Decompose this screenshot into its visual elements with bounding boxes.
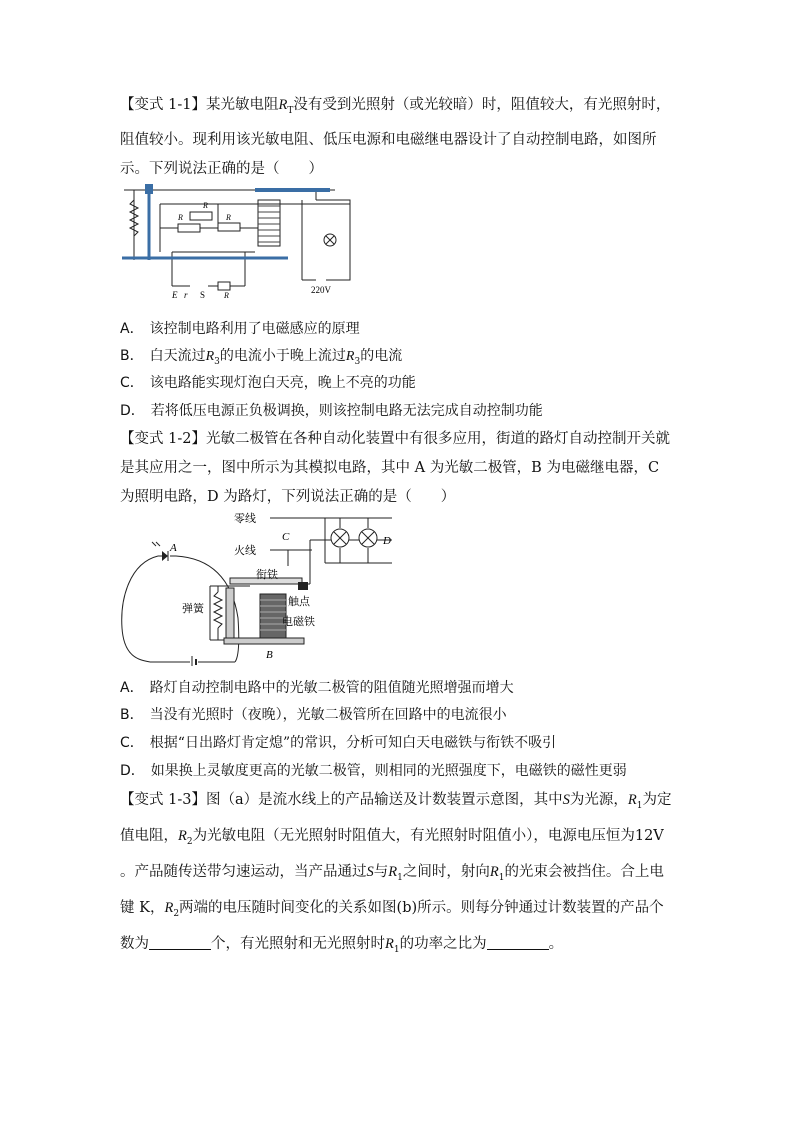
label-fire-line: 火线 — [234, 544, 256, 557]
label-r2: R — [226, 213, 231, 222]
label-electromagnet: 电磁铁 — [282, 615, 315, 628]
label-b: B — [266, 649, 273, 661]
street-light-circuit-figure — [120, 508, 400, 668]
relay-circuit-figure — [120, 180, 360, 302]
q2-option-d[interactable]: D． 如果换上灵敏度更高的光敏二极管，则相同的光照强度下，电磁铁的磁性更弱 — [120, 763, 627, 779]
label-rt: R — [178, 213, 183, 222]
label-220v: 220V — [311, 285, 331, 295]
question-tag: 【变式 1-3】 — [120, 792, 206, 808]
question-1-2-text: 【变式 1-2】光敏二极管在各种自动化装置中有很多应用，街道的路灯自动控制开关就是其应用之一，图中所示为其模拟电路，其中 A 为光敏二极管，B 为电磁继电器，C 为照明电路，D 为路灯，下列说法正确的是（ ） — [120, 431, 670, 505]
q1-option-c[interactable]: C． 该电路能实现灯泡白天亮，晚上不亮的功能 — [120, 375, 416, 391]
label-contact: 触点 — [288, 595, 310, 608]
label-d: D — [383, 535, 391, 547]
label-a: A — [170, 542, 177, 554]
label-armature: 衔铁 — [256, 568, 278, 581]
label-spring: 弹簧 — [182, 602, 204, 615]
q2-option-b[interactable]: B． 当没有光照时（夜晚），光敏二极管所在回路中的电流很小 — [120, 707, 507, 723]
question-1-3-text: 【变式 1-3】图（a）是流水线上的产品输送及计数装置示意图，其中S为光源，$R_1$为定值电阻，$R_2$为光敏电阻（无光照射时阻值大，有光照射时阻值小），电源电压恒为12V 。产品随传送带匀速运动，当产品通过S与$R_1$之间时，射向$R_1$的光束会被挡住。合上电键 K，$R_2$两端的电压随时间变化的关系如图(b)所示。则每分钟通过计数装置的产品个数为 个，有光照射和无光照射时$R_1$的功率之比为 。 — [120, 792, 672, 955]
answer-blank-count[interactable] — [149, 935, 211, 950]
label-s: S — [200, 290, 206, 300]
q2-option-c[interactable]: C． 根据“日出路灯肯定熄”的常识，分析可知白天电磁铁与衔铁不吸引 — [120, 735, 557, 751]
answer-blank-power-ratio[interactable] — [487, 935, 549, 950]
label-e: E — [172, 290, 178, 300]
q1-option-a[interactable]: A． 该控制电路利用了电磁感应的原理 — [120, 321, 360, 337]
label-zero-line: 零线 — [234, 512, 256, 525]
q1-option-d[interactable]: D． 若将低压电源正负极调换，则该控制电路无法完成自动控制功能 — [120, 403, 543, 419]
label-r1: R — [224, 291, 229, 300]
label-r: r — [184, 290, 188, 300]
q1-option-b[interactable]: B． 白天流过$R_3$的电流小于晚上流过$R_3$的电流 — [120, 348, 403, 367]
q2-option-a[interactable]: A． 路灯自动控制电路中的光敏二极管的阻值随光照增强而增大 — [120, 680, 514, 696]
label-r3: R — [203, 201, 208, 210]
question-tag: 【变式 1-2】 — [120, 431, 206, 447]
label-c: C — [282, 531, 290, 543]
question-1-1-text: 【变式 1-1】某光敏电阻$R_T$没有受到光照射（或光较暗）时，阻值较大，有光照射时，阻值较小。现利用该光敏电阻、低压电源和电磁继电器设计了自动控制电路，如图所示。下列说法正确的是（ ） — [120, 97, 671, 177]
question-tag: 【变式 1-1】 — [120, 97, 206, 113]
